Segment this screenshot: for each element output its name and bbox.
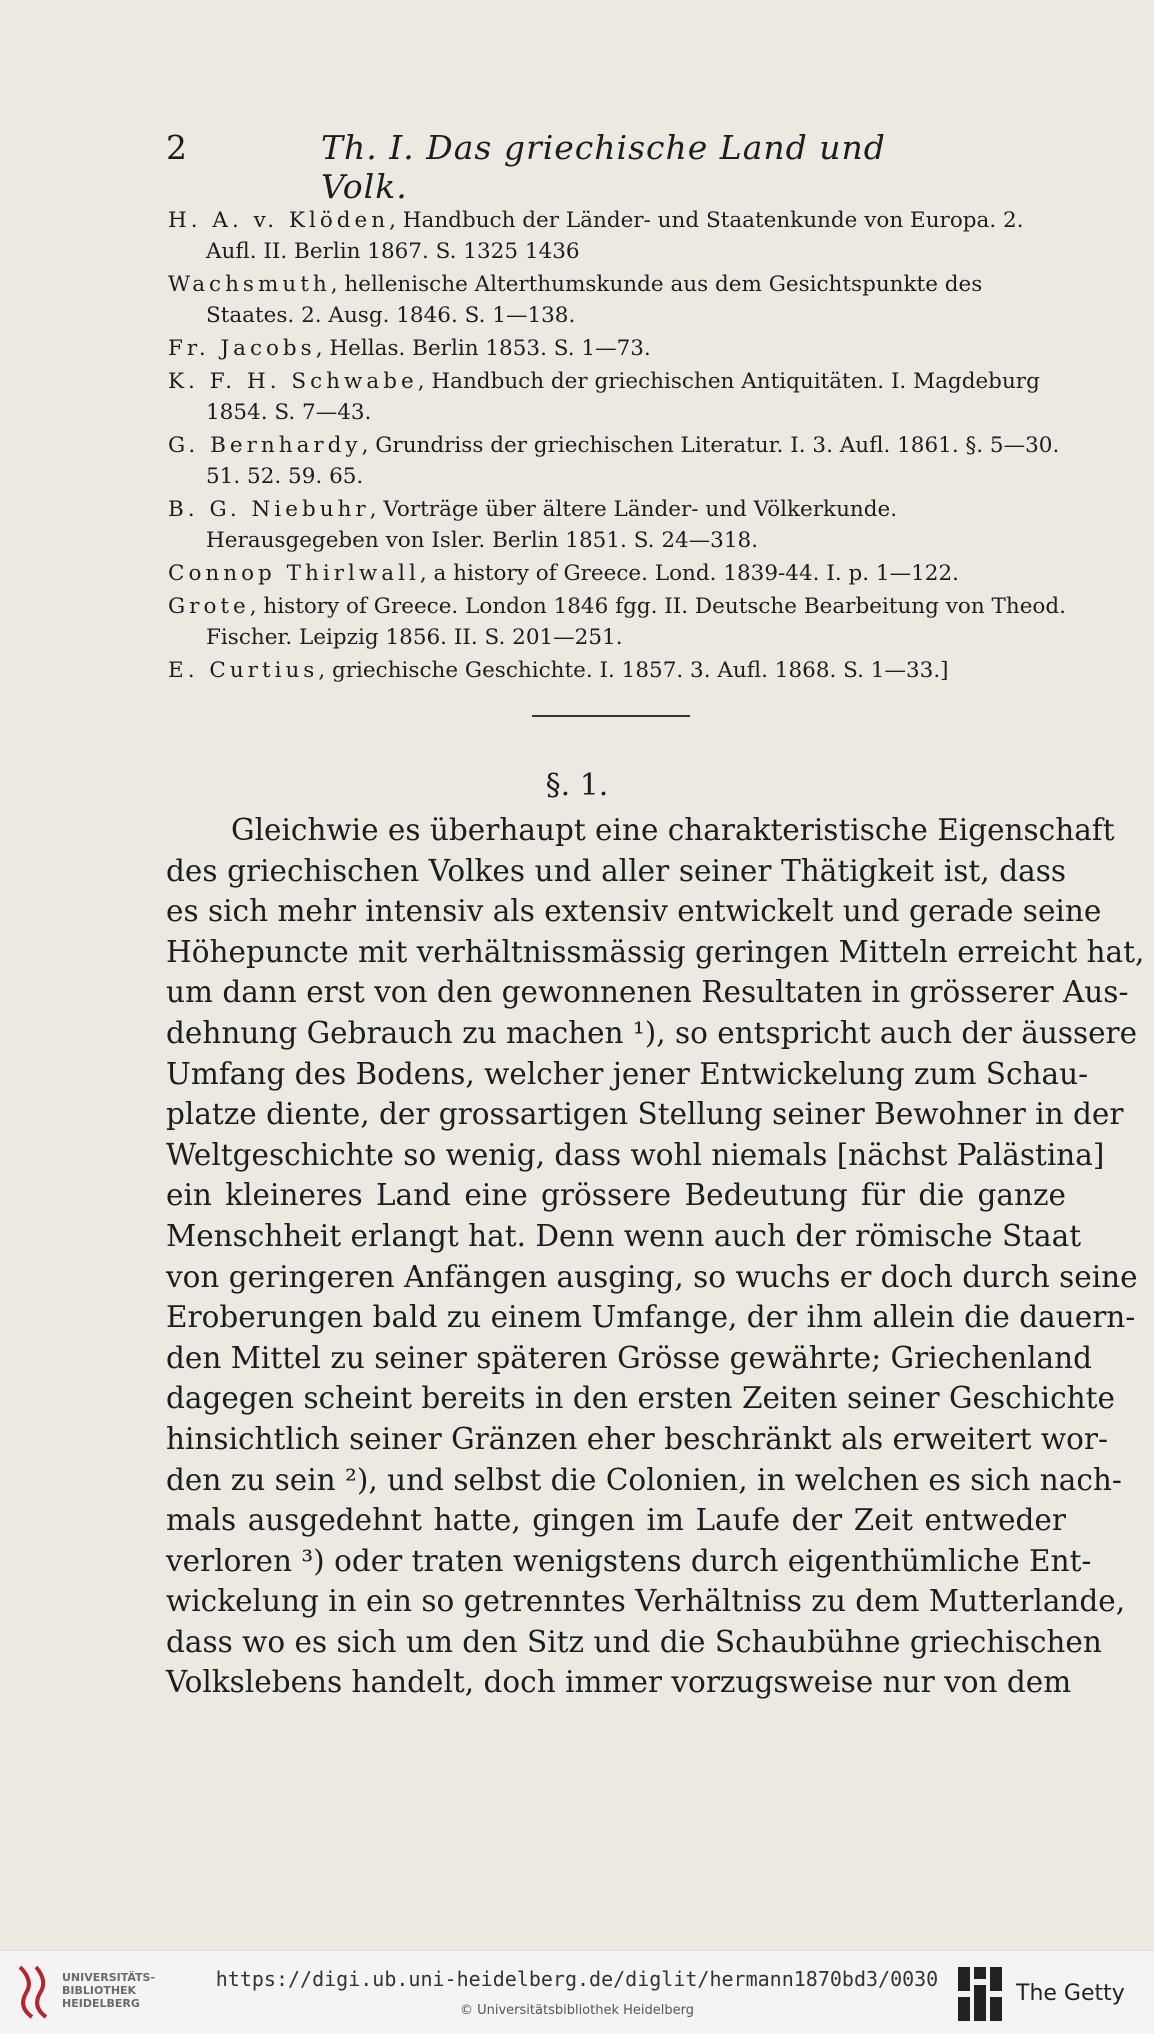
text-line: wickelung in ein so getrenntes Verhältniss zu dem Mutterlande, bbox=[166, 1584, 1126, 1619]
bib-text: , hellenische Alterthumskunde aus dem Gesichtspunkte des Staates. 2. Ausg. 1846. S. 1—138. bbox=[206, 272, 983, 328]
getty-logo[interactable] bbox=[956, 1965, 1136, 2023]
bibliography-entry bbox=[168, 430, 1068, 492]
body-text bbox=[166, 810, 1145, 1703]
running-title: Th. I. Das griechische Land und Volk. bbox=[321, 128, 886, 206]
text-line: Weltgeschichte so wenig, dass wohl niemals [nächst Palästina] bbox=[166, 1137, 1105, 1172]
bib-text: , Grundriss der griechischen Literatur. I. 3. Aufl. 1861. §. 5—30. 51. 52. 59. 65. bbox=[206, 433, 1060, 489]
text-line: Gleichwie es überhaupt eine charakteristische Eigenschaft bbox=[231, 813, 1115, 847]
text-line: Eroberungen bald zu einem Umfange, der ihm allein die dauern- bbox=[166, 1300, 1136, 1335]
bibliography-entry bbox=[168, 494, 1068, 556]
viewer-footer bbox=[0, 1950, 1154, 2034]
text-line: mals ausgedehnt hatte, gingen im Laufe der Zeit entweder bbox=[166, 1503, 1066, 1538]
text-line: platze diente, der grossartigen Stellung seiner Bewohner in der bbox=[166, 1097, 1124, 1132]
bib-author: B. G. Niebuhr bbox=[168, 497, 370, 522]
bib-text: , a history of Greece. Lond. 1839-44. I. p. 1—122. bbox=[419, 561, 959, 586]
text-line: des griechischen Volkes und aller seiner Thätigkeit ist, dass bbox=[166, 853, 1066, 888]
copyright-notice: © Universitätsbibliothek Heidelberg bbox=[459, 2003, 694, 2018]
text-line: dehnung Gebrauch zu machen ¹), so entspricht auch der äussere bbox=[166, 1015, 1138, 1050]
bib-author: Grote bbox=[168, 594, 250, 619]
text-line: um dann erst von den gewonnenen Resultaten in grösserer Aus- bbox=[166, 975, 1129, 1010]
bib-text: , Handbuch der griechischen Antiquitäten. I. Magdeburg 1854. S. 7—43. bbox=[206, 369, 1040, 425]
section-heading: §. 1. bbox=[545, 768, 609, 803]
bib-author: H. A. v. Klöden bbox=[168, 208, 390, 233]
page-number: 2 bbox=[166, 128, 187, 167]
text-line: Höhepuncte mit verhältnissmässig geringen Mitteln erreicht hat, bbox=[166, 934, 1145, 969]
bib-text: , Handbuch der Länder- und Staatenkunde von Europa. 2. Aufl. II. Berlin 1867. S. 1325 1436 bbox=[206, 208, 1024, 264]
bib-text: , history of Greece. London 1846 fgg. II. Deutsche Bearbeitung von Theod. Fischer. Leipzig 1856. II. S. 201—251. bbox=[206, 594, 1066, 650]
library-name: UNIVERSITÄTS- BIBLIOTHEK HEIDELBERG bbox=[62, 1971, 156, 2010]
bib-author: G. Bernhardy bbox=[168, 433, 362, 458]
sponsor-name: The Getty bbox=[1016, 1981, 1125, 2006]
bib-author: Wachsmuth bbox=[168, 272, 331, 297]
bibliography-entry bbox=[168, 591, 1068, 653]
text-line: dass wo es sich um den Sitz und die Schaubühne griechischen bbox=[166, 1624, 1102, 1659]
bib-text: , Vorträge über ältere Länder- und Völkerkunde. Herausgegeben von Isler. Berlin 1851. S. 24—318. bbox=[206, 497, 898, 553]
text-line: Umfang des Bodens, welcher jener Entwickelung zum Schau- bbox=[166, 1056, 1089, 1091]
text-line: Menschheit erlangt hat. Denn wenn auch der römische Staat bbox=[166, 1218, 1082, 1253]
bibliography-entry bbox=[168, 333, 1068, 364]
bib-author: K. F. H. Schwabe bbox=[168, 369, 418, 394]
text-line: den Mittel zu seiner späteren Grösse gewährte; Griechenland bbox=[166, 1340, 1092, 1375]
bib-author: Fr. Jacobs bbox=[168, 336, 316, 361]
text-line: hinsichtlich seiner Gränzen eher beschränkt als erweitert wor- bbox=[166, 1421, 1108, 1456]
running-header bbox=[166, 128, 906, 206]
text-line: Volkslebens handelt, doch immer vorzugsweise nur von dem bbox=[166, 1665, 1072, 1700]
section-divider bbox=[532, 715, 690, 717]
bib-author: E. Curtius bbox=[168, 658, 319, 683]
text-line: dagegen scheint bereits in den ersten Zeiten seiner Geschichte bbox=[166, 1381, 1115, 1416]
getty-mark-icon bbox=[956, 1965, 1004, 2023]
bibliography-entry bbox=[168, 269, 1068, 331]
bibliography-list bbox=[168, 205, 1068, 688]
bib-text: , Hellas. Berlin 1853. S. 1—73. bbox=[315, 336, 651, 361]
text-line: von geringeren Anfängen ausging, so wuchs er doch durch seine bbox=[166, 1259, 1138, 1294]
bibliography-entry bbox=[168, 205, 1068, 267]
text-line: verloren ³) oder traten wenigstens durch eigenthümliche Ent- bbox=[166, 1543, 1092, 1578]
text-line: den zu sein ²), und selbst die Colonien, in welchen es sich nach- bbox=[166, 1462, 1122, 1497]
bibliography-entry bbox=[168, 558, 1068, 589]
permalink-url[interactable]: https://digi.ub.uni-heidelberg.de/diglit/hermann1870bd3/0030 bbox=[215, 1967, 939, 1991]
bibliography-entry bbox=[168, 655, 1068, 686]
text-line: ein kleineres Land eine grössere Bedeutung für die ganze bbox=[166, 1178, 1066, 1213]
bibliography-entry bbox=[168, 366, 1068, 428]
bib-author: Connop Thirlwall bbox=[168, 561, 420, 586]
bib-text: , griechische Geschichte. I. 1857. 3. Aufl. 1868. S. 1—33.] bbox=[318, 658, 949, 683]
text-line: es sich mehr intensiv als extensiv entwickelt und gerade seine bbox=[166, 894, 1102, 929]
